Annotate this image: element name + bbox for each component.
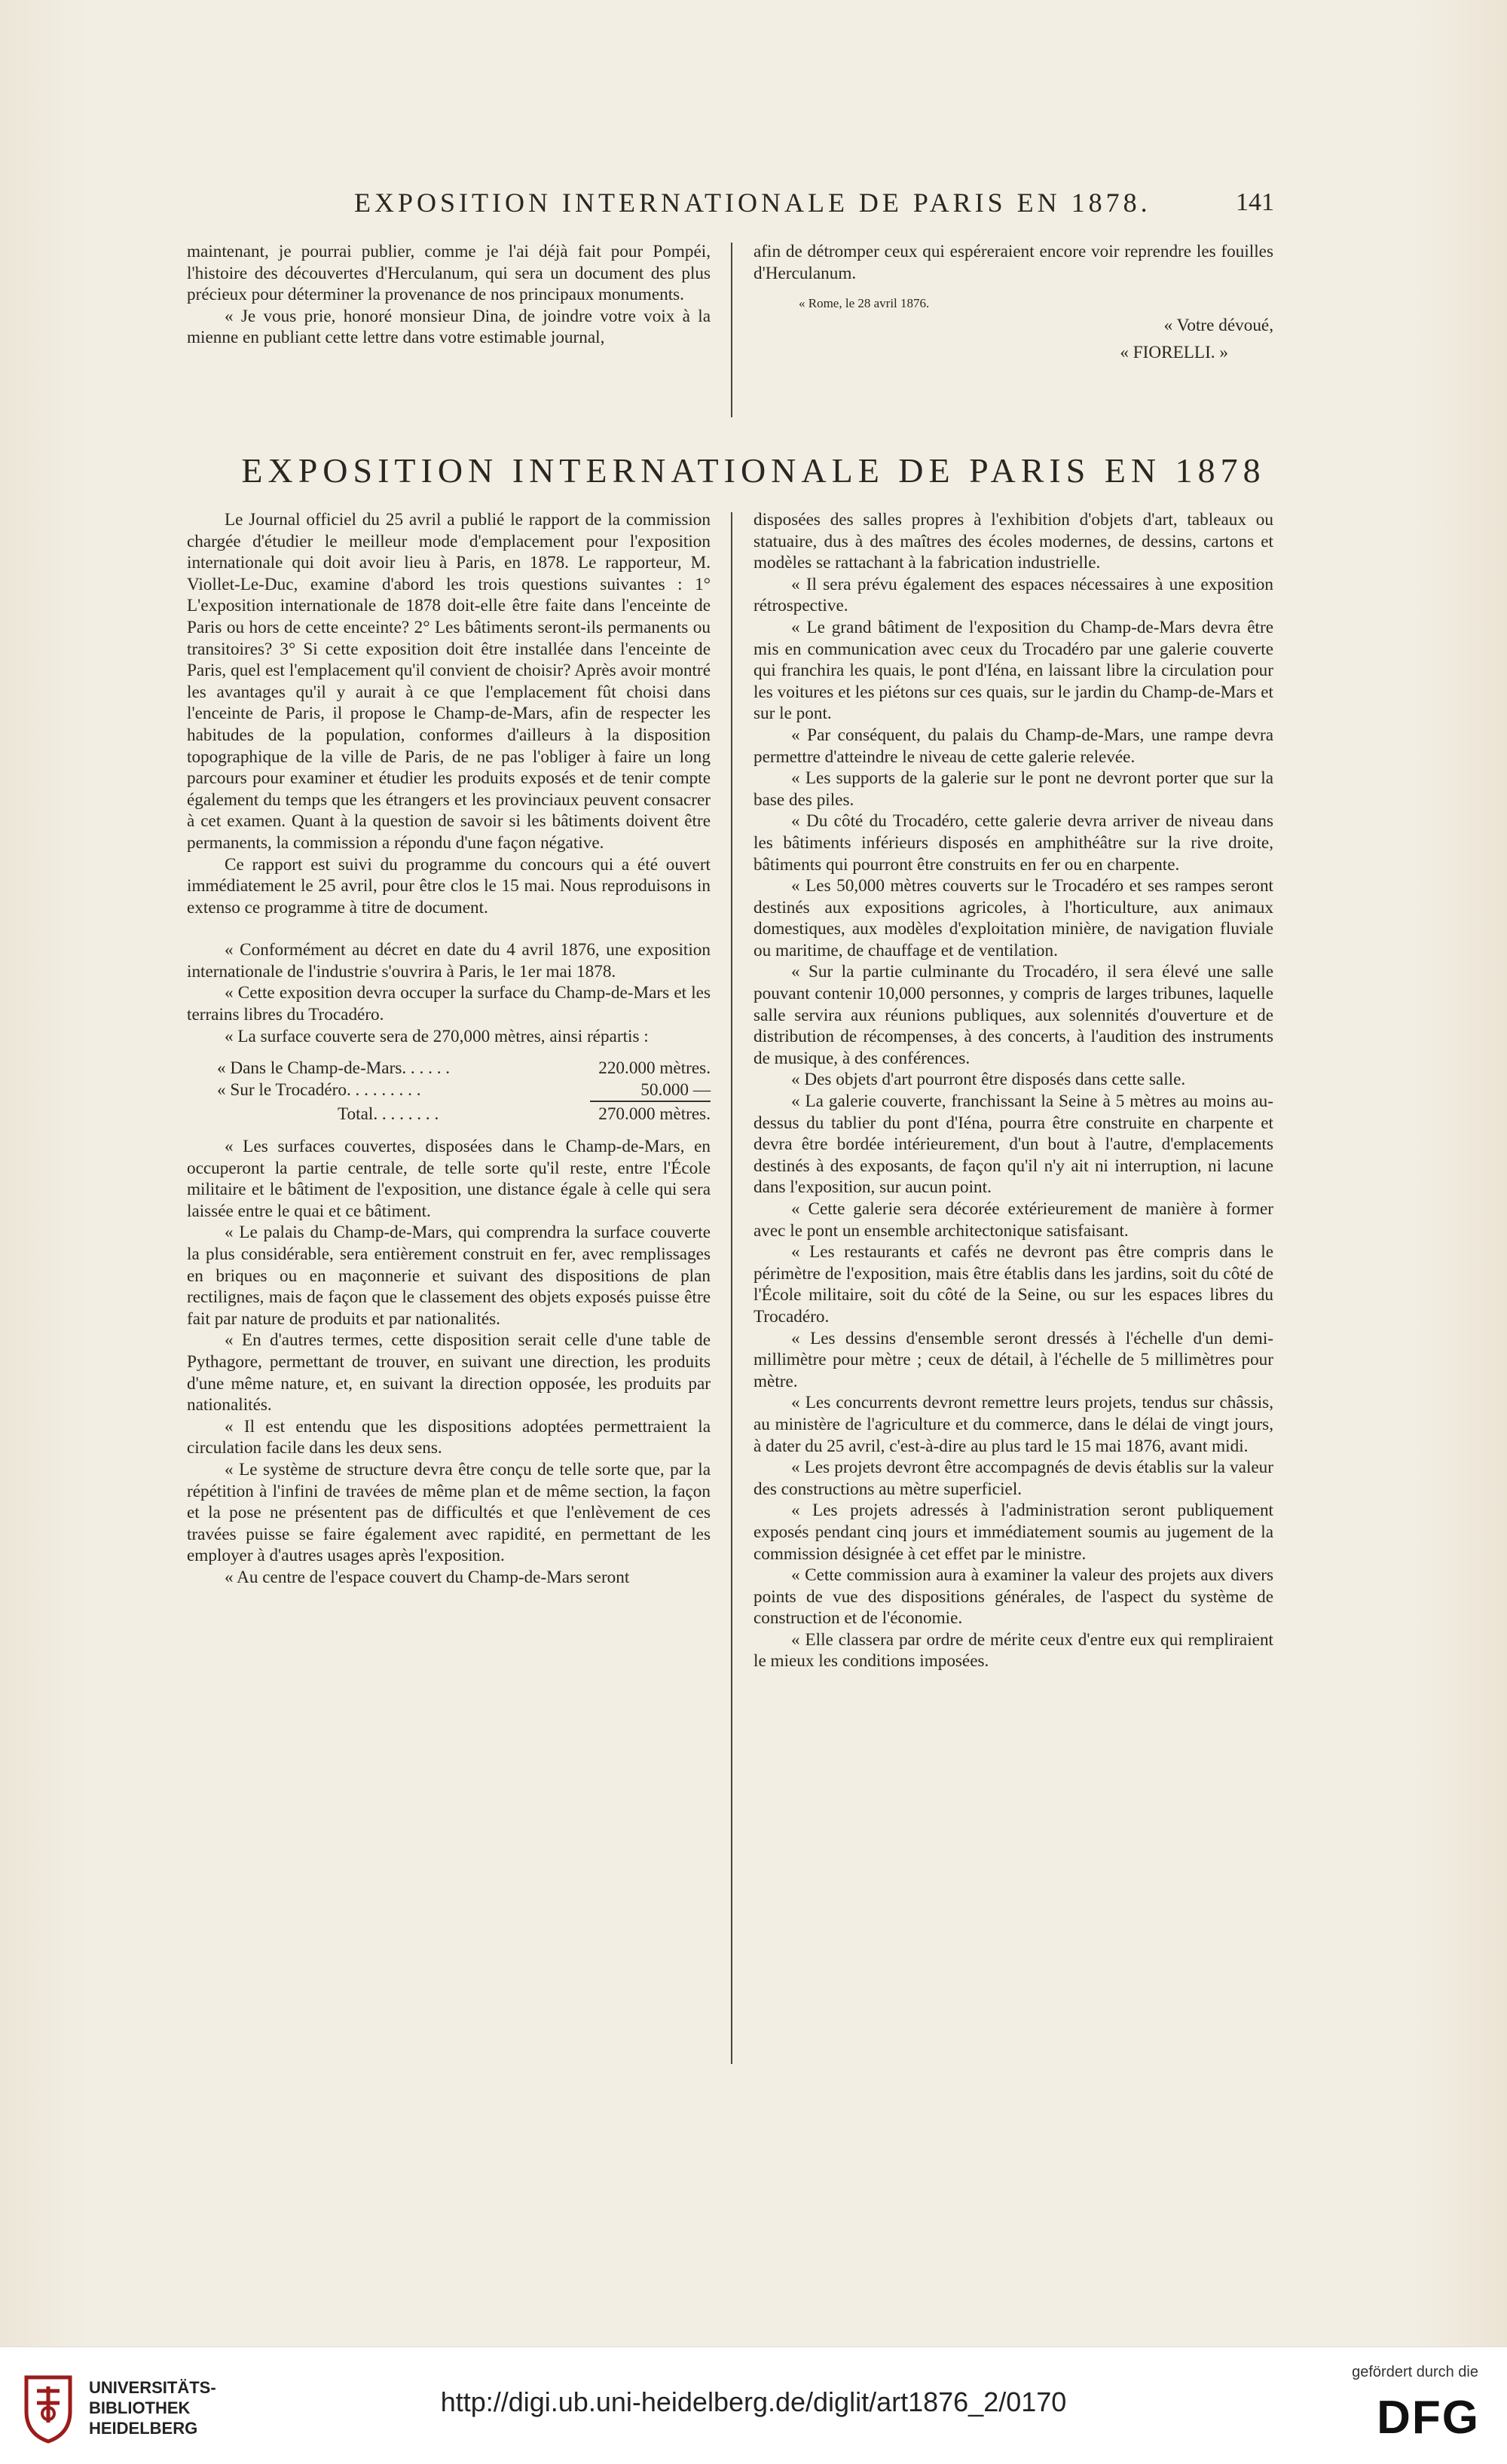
article-paragraph: « Du côté du Trocadéro, cette galerie devra arriver de niveau dans les bâtiments inférieurs disposés en amphithéâtre sur la rive droite, bâtiments qui pourront être construits en fer ou en charpente. [754,811,1273,875]
dfg-logo: DFG [1377,2392,1480,2444]
letter-closing: « Votre dévoué, [1163,315,1273,335]
permalink-url[interactable]: http://digi.ub.uni-heidelberg.de/diglit/art1876_2/0170 [440,2386,1067,2417]
article-paragraph: « La galerie couverte, franchissant la Seine à 5 mètres au moins au-dessus du tablier du pont d'Iéna, pourra être construite en charpente et devra être bordée intérieurement, d'un bout à l'autre, d'emplacements destinés à des exposants, de façon qu'il n'y ait ni interruption, ni lacune dans l'exposition, sur aucun point. [754,1092,1273,1198]
article-paragraph: « Elle classera par ordre de mérite ceux d'entre eux qui rempliraient le mieux les conditions imposées. [754,1629,1273,1672]
article-left-column [187,509,711,1589]
article-paragraph: « Il est entendu que les dispositions adoptées permettraient la circulation facile dans les deux sens. [187,1416,711,1458]
article-paragraph: « Cette commission aura à examiner la valeur des projets aux divers points de vue des dispositions générales, de l'aspect du système de construction et de l'économie. [754,1565,1273,1629]
digitization-footer [0,2346,1507,2464]
letter-paragraph: afin de détromper ceux qui espéreraient encore voir reprendre les fouilles d'Herculanum. [754,242,1273,283]
article-paragraph: « Au centre de l'espace couvert du Champ-de-Mars seront [225,1567,630,1587]
article-paragraph: « Conformément au décret en date du 4 avril 1876, une exposition internationale de l'industrie s'ouvrira à Paris, le 1er mai 1878. [187,940,711,982]
letter-paragraph: maintenant, je pourrai publier, comme je l'ai déjà fait pour Pompéi, l'histoire des découvertes d'Herculanum, qui sera un document des plus précieux pour déterminer la provenance de nos principaux monuments. [187,242,711,305]
library-name-line: HEIDELBERG [89,2419,198,2438]
article-paragraph: « Des objets d'art pourront être disposés dans cette salle. [791,1070,1186,1090]
letter-right-column [754,241,1273,364]
surface-table-row [187,1058,711,1079]
article-paragraph: « Il sera prévu également des espaces nécessaires à une exposition rétrospective. [754,574,1273,616]
article-paragraph: « Les projets devront être accompagnés de devis établis sur la valeur des constructions au mètre superficiel. [754,1458,1273,1499]
article-paragraph: « Le grand bâtiment de l'exposition du Champ-de-Mars devra être mis en communication avec ceux du Trocadéro par une galerie couverte qui franchira les quais, le pont d'Iéna, en laissant libre la circulation pour les voitures et les piétons sur ces quais, sur le jardin du Champ-de-Mars et sur le pont. [754,617,1273,724]
letter-paragraph: « Je vous prie, honoré monsieur Dina, de joindre votre voix à la mienne en publiant cette lettre dans votre estimable journal, [187,306,711,348]
surface-value: 220.000 mètres. [598,1058,711,1079]
article-paragraph: « Sur la partie culminante du Trocadéro, il sera élevé une salle pouvant contenir 10,000 personnes, y compris de larges tribunes, laquelle salle servira aux réunions publiques, aux solennités d'ouverture et de distribution de récompenses, à des concerts, à l'audition des instruments de musique, à des conférences. [754,962,1273,1068]
article-paragraph: « Cette exposition devra occuper la surface du Champ-de-Mars et les terrains libres du Trocadéro. [187,983,711,1025]
total-label: Total. . . . . . . . [338,1104,439,1125]
article-paragraph: « Par conséquent, du palais du Champ-de-Mars, une rampe devra permettre d'atteindre le niveau de cette galerie relevée. [754,725,1273,767]
library-name-line: UNIVERSITÄTS- [89,2378,216,2397]
article-title: EXPOSITION INTERNATIONALE DE PARIS EN 1878 [241,451,1266,490]
article-paragraph: « Le palais du Champ-de-Mars, qui comprendra la surface couverte la plus considérable, sera entièrement construit en fer, avec remplissages en briques ou en maçonnerie et suivant des dispositions de plan rectilignes, mais de façon que le classement des objets exposés puisse être fait par nature de produits et par nationalités. [187,1223,711,1329]
article-paragraph: disposées des salles propres à l'exhibition d'objets d'art, tableaux ou statuaire, dus à des maîtres des écoles modernes, de dessins, cartons et modèles se rattachant à la fabrication industrielle. [754,510,1273,573]
letter-signature: « FIORELLI. » [1120,343,1228,363]
library-name-line: BIBLIOTHEK [89,2398,191,2417]
total-value: 270.000 mètres. [598,1104,711,1125]
article-paragraph: Ce rapport est suivi du programme du concours qui a été ouvert immédiatement le 25 avril, pour être clos le 15 mai. Nous reproduisons in extenso ce programme à titre de document. [187,854,711,918]
column-divider [731,243,732,417]
article-paragraph: « En d'autres termes, cette disposition serait celle d'une table de Pythagore, permettant de trouver, en suivant une direction, les produits d'une même nature, et, en suivant la direction opposée, les produits par nationalités. [187,1330,711,1415]
article-paragraph: « Les supports de la galerie sur le pont ne devront porter que sur la base des piles. [754,768,1273,810]
column-divider [731,512,732,2064]
letter-left-column [187,241,711,349]
letter-dateline: « Rome, le 28 avril 1876. [799,296,930,311]
article-paragraph: « Cette galerie sera décorée extérieurement de manière à former avec le pont un ensemble architectonique satisfaisant. [754,1199,1273,1241]
surface-value: 50.000 — [640,1079,711,1100]
surface-total-row [187,1104,711,1125]
article-paragraph: « Les 50,000 mètres couverts sur le Trocadéro et ses rampes seront destinés aux expositions agricoles, à l'horticulture, aux animaux domestiques, aux modèles d'exploitation minière, de navigation fluviale ou maritime, de chauffage et de ventilation. [754,876,1273,960]
article-paragraph: « La surface couverte sera de 270,000 mètres, ainsi répartis : [225,1026,649,1046]
article-paragraph: « Les dessins d'ensemble seront dressés à l'échelle d'un demi-millimètre pour mètre ; ceux de détail, à l'échelle de 5 millimètres pour mètre. [754,1328,1273,1391]
running-header-title: EXPOSITION INTERNATIONALE DE PARIS EN 1878. [354,188,1151,218]
article-paragraph: « Les concurrents devront remettre leurs projets, tendus sur châssis, au ministère de l'agriculture et du commerce, dans le délai de vingt jours, à dater du 25 avril, c'est-à-dire au plus tard le 15 mai 1876, avant midi. [754,1393,1273,1456]
article-paragraph: « Les surfaces couvertes, disposées dans le Champ-de-Mars, en occuperont la partie centrale, de telle sorte qu'il reste, entre l'École militaire et le bâtiment de l'exposition, une distance égale à celle qui sera laissée entre le quai et ce bâtiment. [187,1137,711,1221]
article-paragraph: « Les restaurants et cafés ne devront pas être compris dans le périmètre de l'exposition, mais être établis dans les jardins, soit du côté de l'École militaire, soit du côté de la Seine, ou sur les espaces libres du Trocadéro. [754,1242,1273,1327]
article-paragraph: « Le système de structure devra être conçu de telle sorte que, par la répétition à l'infini de travées de même plan et de même section, la façon et la pose ne présentent pas de difficultés et que l'enlèvement de ces travées puisse se faire également avec rapidité, en permettant de les employer à d'autres usages après l'exposition. [187,1459,711,1566]
funded-by-label: gefördert durch die [1352,2364,1478,2380]
surface-label: « Dans le Champ-de-Mars. . . . . . [217,1058,451,1079]
article-right-column [754,509,1273,1672]
surface-label: « Sur le Trocadéro. . . . . . . . . [217,1079,421,1100]
article-paragraph: « Les projets adressés à l'administration seront publiquement exposés pendant cinq jours et immédiatement soumis au jugement de la commission désignée à cet effet par le ministre. [754,1501,1273,1564]
surface-table-row [187,1079,711,1101]
article-paragraph: Le Journal officiel du 25 avril a publié le rapport de la commission chargée d'étudier le meilleur mode d'emplacement pour l'exposition internationale qui doit avoir lieu à Paris, en 1878. Le rapporteur, M. Viollet-Le-Duc, examine d'abord les trois questions suivantes : 1° L'exposition internationale de 1878 doit-elle être faite dans l'enceinte de Paris ou hors de cette enceinte? 2° Les bâtiments seront-ils permanents ou transitoires? 3° Si cette exposition doit être installée dans l'enceinte de Paris, quel est l'emplacement qu'il convient de choisir? Après avoir montré les avantages qu'il y aurait à ce que l'emplacement fût choisi dans l'enceinte de Paris, il propose le Champ-de-Mars, afin de respecter les habitudes de la population, conformes d'ailleurs à la disposition topographique de la ville de Paris, de ne pas l'obliger à faire un long parcours pour examiner et étudier les produits exposés et de tenir compte également du temps que les étrangers et les provinciaux peuvent consacrer à cet examen. Quant à la question de savoir si les bâtiments doivent être permanents, la commission a répondu d'une façon négative. [187,510,711,853]
page-number: 141 [1236,188,1274,216]
